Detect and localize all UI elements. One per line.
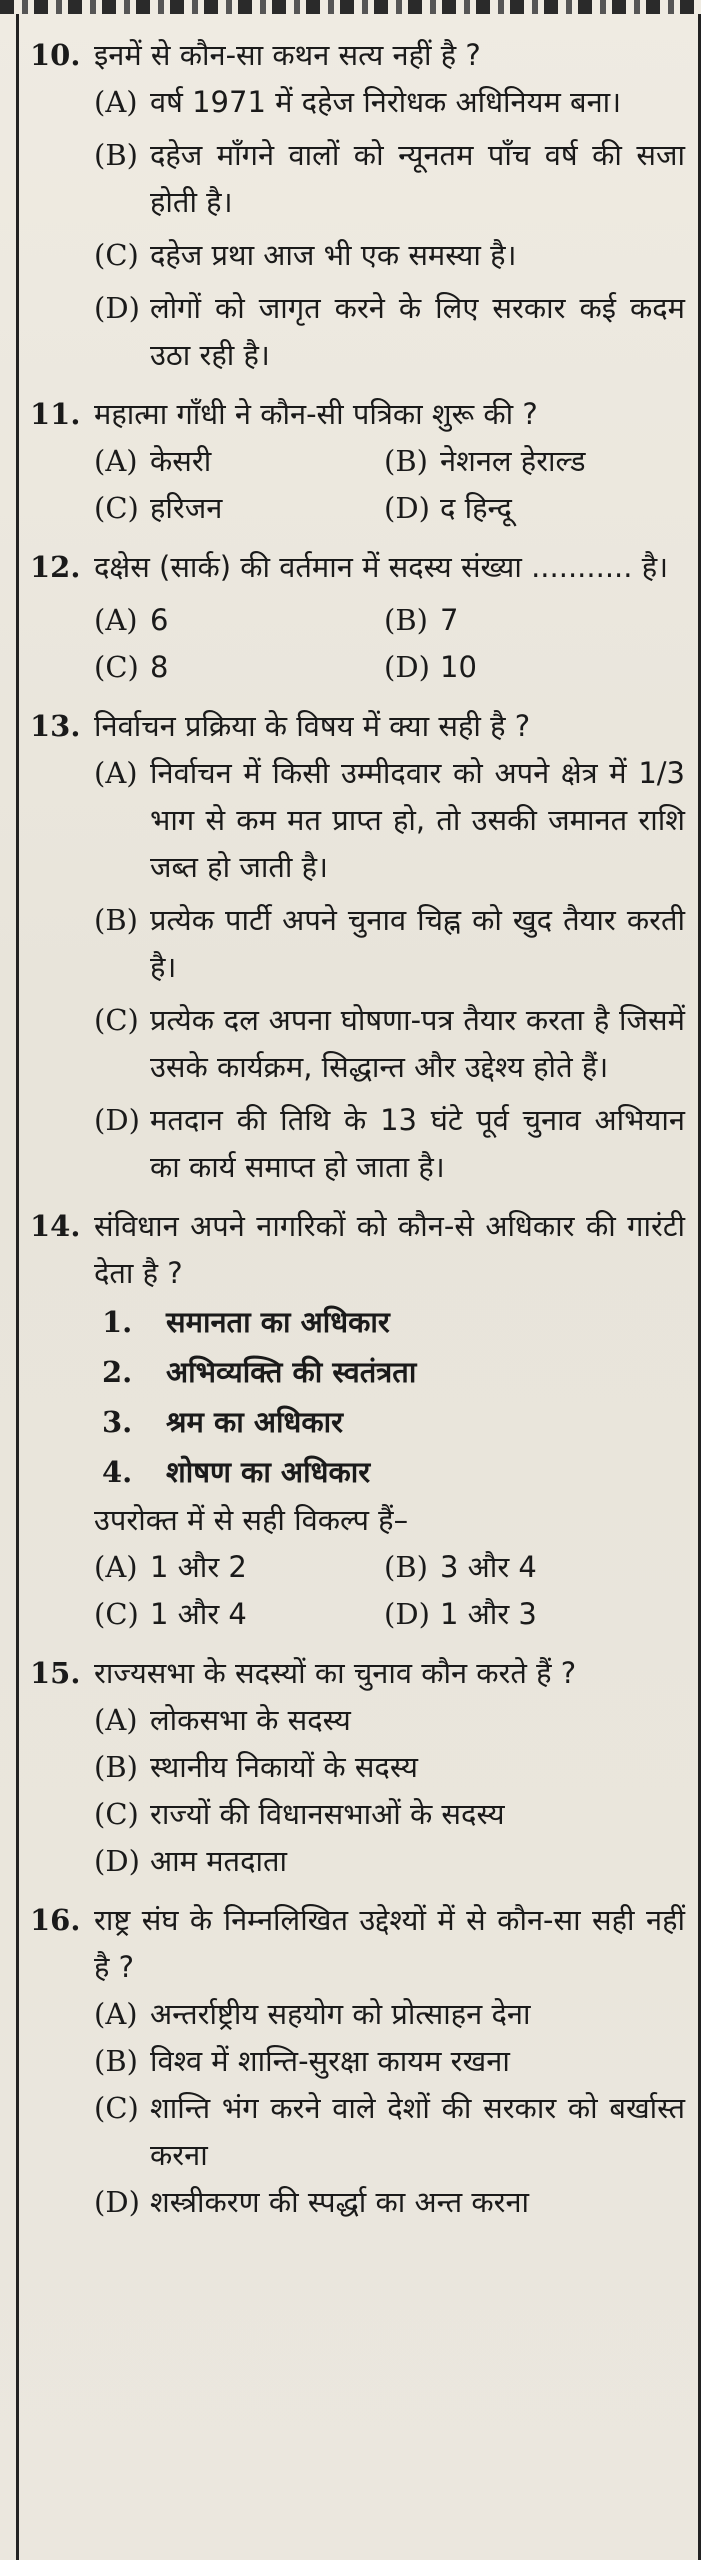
option-d — [30, 1097, 685, 1191]
statement-text: समानता का अधिकार — [166, 1305, 390, 1339]
option-text: 10 — [440, 650, 477, 684]
option-b — [30, 2038, 685, 2085]
option-text: केसरी — [150, 444, 212, 478]
option-text: निर्वाचन में किसी उम्मीदवार को अपने क्षेत्र में 1/3 भाग से कम मत प्राप्त हो, तो उसकी जमानत राशि जब्त हो जाती है। — [150, 756, 685, 884]
question-text: इनमें से कौन-सा कथन सत्य नहीं है ? — [94, 38, 481, 72]
option-label: (C) — [94, 1003, 139, 1037]
option-a — [30, 1697, 685, 1744]
option-label: (A) — [94, 1703, 138, 1737]
option-a — [30, 750, 685, 891]
option-text: 3 और 4 — [440, 1550, 537, 1584]
options-grid — [30, 1544, 685, 1638]
question-number: 12. — [30, 550, 81, 584]
option-label: (A) — [94, 603, 138, 637]
question-list — [30, 32, 685, 2226]
option-a — [94, 597, 384, 644]
option-d — [30, 1838, 685, 1885]
option-a — [94, 1544, 384, 1591]
statement-1 — [30, 1297, 685, 1347]
option-text: मतदान की तिथि के 13 घंटे पूर्व चुनाव अभियान का कार्य समाप्त हो जाता है। — [150, 1103, 685, 1184]
option-label: (C) — [94, 2091, 139, 2125]
statement-number: 4. — [102, 1455, 133, 1489]
option-text: विश्व में शान्ति-सुरक्षा कायम रखना — [150, 2044, 510, 2078]
option-text: वर्ष 1971 में दहेज निरोधक अधिनियम बना। — [150, 85, 622, 119]
option-d — [384, 644, 684, 691]
option-text: शस्त्रीकरण की स्पर्द्धा का अन्त करना — [150, 2185, 530, 2219]
option-label: (B) — [384, 1550, 428, 1584]
question-number: 10. — [30, 38, 81, 72]
option-text: लोकसभा के सदस्य — [150, 1703, 351, 1737]
option-label: (A) — [94, 1550, 138, 1584]
option-text: नेशनल हेराल्ड — [440, 444, 586, 478]
option-text: प्रत्येक दल अपना घोषणा-पत्र तैयार करता है जिसमें उसके कार्यक्रम, सिद्धान्त और उद्देश्य होते हैं। — [150, 1003, 685, 1084]
option-text: प्रत्येक पार्टी अपने चुनाव चिह्न को खुद तैयार करती है। — [150, 903, 685, 984]
option-label: (D) — [384, 650, 430, 684]
question-number: 16. — [30, 1903, 81, 1937]
option-c — [94, 1591, 384, 1638]
option-d — [30, 285, 685, 379]
option-d — [30, 2179, 685, 2226]
option-text: लोगों को जागृत करने के लिए सरकार कई कदम उठा रही है। — [150, 291, 685, 372]
statement-text: श्रम का अधिकार — [166, 1405, 343, 1439]
option-label: (D) — [384, 1597, 430, 1631]
option-b — [384, 438, 684, 485]
option-b — [30, 132, 685, 226]
option-label: (C) — [94, 1797, 139, 1831]
option-label: (B) — [94, 1750, 138, 1784]
option-text: 1 और 3 — [440, 1597, 537, 1631]
option-a — [30, 1991, 685, 2038]
statement-3 — [30, 1397, 685, 1447]
option-label: (D) — [94, 2185, 140, 2219]
option-label: (A) — [94, 85, 138, 119]
statement-2 — [30, 1347, 685, 1397]
option-text: हरिजन — [150, 491, 223, 525]
question-text: दक्षेस (सार्क) की वर्तमान में सदस्य संख्या ........... है। — [94, 550, 669, 584]
question-12 — [30, 544, 685, 691]
left-margin-rule — [16, 14, 19, 2560]
option-label: (A) — [94, 1997, 138, 2031]
option-a — [30, 79, 685, 126]
option-text: दहेज माँगने वालों को न्यूनतम पाँच वर्ष की सजा होती है। — [150, 138, 685, 219]
options-grid — [30, 597, 685, 691]
instruction-text: उपरोक्त में से सही विकल्प हैं– — [94, 1503, 409, 1537]
statement-number: 1. — [102, 1305, 133, 1339]
option-text: 1 और 2 — [150, 1550, 247, 1584]
option-c — [94, 485, 384, 532]
question-11 — [30, 391, 685, 532]
question-16 — [30, 1897, 685, 2226]
option-text: 6 — [150, 603, 169, 637]
option-label: (C) — [94, 1597, 139, 1631]
option-label: (B) — [384, 603, 428, 637]
option-label: (B) — [94, 138, 138, 172]
option-c — [30, 2085, 685, 2179]
question-text: संविधान अपने नागरिकों को कौन-से अधिकार की गारंटी देता है ? — [94, 1209, 685, 1290]
option-label: (B) — [94, 903, 138, 937]
option-a — [94, 438, 384, 485]
question-text: महात्मा गाँधी ने कौन-सी पत्रिका शुरू की ? — [94, 397, 538, 431]
option-b — [384, 1544, 684, 1591]
statement-text: शोषण का अधिकार — [166, 1455, 371, 1489]
option-label: (B) — [94, 2044, 138, 2078]
option-label: (A) — [94, 444, 138, 478]
options-grid — [30, 438, 685, 532]
top-decorative-border — [0, 0, 701, 14]
option-text: आम मतदाता — [150, 1844, 288, 1878]
question-text: निर्वाचन प्रक्रिया के विषय में क्या सही है ? — [94, 709, 531, 743]
option-label: (D) — [94, 291, 140, 325]
option-b — [30, 897, 685, 991]
question-number: 15. — [30, 1656, 81, 1690]
question-15 — [30, 1650, 685, 1885]
option-label: (D) — [94, 1844, 140, 1878]
option-text: स्थानीय निकायों के सदस्य — [150, 1750, 418, 1784]
question-number: 11. — [30, 397, 81, 431]
option-text: 8 — [150, 650, 169, 684]
option-c — [30, 1791, 685, 1838]
option-d — [384, 1591, 684, 1638]
option-d — [384, 485, 684, 532]
option-text: अन्तर्राष्ट्रीय सहयोग को प्रोत्साहन देना — [150, 1997, 531, 2031]
option-c — [30, 232, 685, 279]
question-13 — [30, 703, 685, 1191]
statement-number: 3. — [102, 1405, 133, 1439]
option-label: (C) — [94, 238, 139, 272]
option-text: 1 और 4 — [150, 1597, 247, 1631]
option-c — [94, 644, 384, 691]
option-text: 7 — [440, 603, 459, 637]
option-c — [30, 997, 685, 1091]
option-label: (C) — [94, 650, 139, 684]
question-10 — [30, 32, 685, 379]
question-14 — [30, 1203, 685, 1638]
option-label: (D) — [384, 491, 430, 525]
option-b — [384, 597, 684, 644]
option-label: (B) — [384, 444, 428, 478]
statement-4 — [30, 1447, 685, 1497]
option-label: (A) — [94, 756, 138, 790]
option-text: राज्यों की विधानसभाओं के सदस्य — [150, 1797, 505, 1831]
statement-text: अभिव्यक्ति की स्वतंत्रता — [166, 1355, 417, 1389]
option-b — [30, 1744, 685, 1791]
option-text: द हिन्दू — [440, 491, 512, 525]
option-label: (C) — [94, 491, 139, 525]
option-text: शान्ति भंग करने वाले देशों की सरकार को बर्खास्त करना — [150, 2091, 685, 2172]
option-label: (D) — [94, 1103, 140, 1137]
question-number: 13. — [30, 709, 81, 743]
option-text: दहेज प्रथा आज भी एक समस्या है। — [150, 238, 517, 272]
statement-number: 2. — [102, 1355, 133, 1389]
question-text: राज्यसभा के सदस्यों का चुनाव कौन करते हैं ? — [94, 1656, 577, 1690]
question-text: राष्ट्र संघ के निम्नलिखित उद्देश्यों में से कौन-सा सही नहीं है ? — [94, 1903, 685, 1984]
question-number: 14. — [30, 1209, 81, 1243]
